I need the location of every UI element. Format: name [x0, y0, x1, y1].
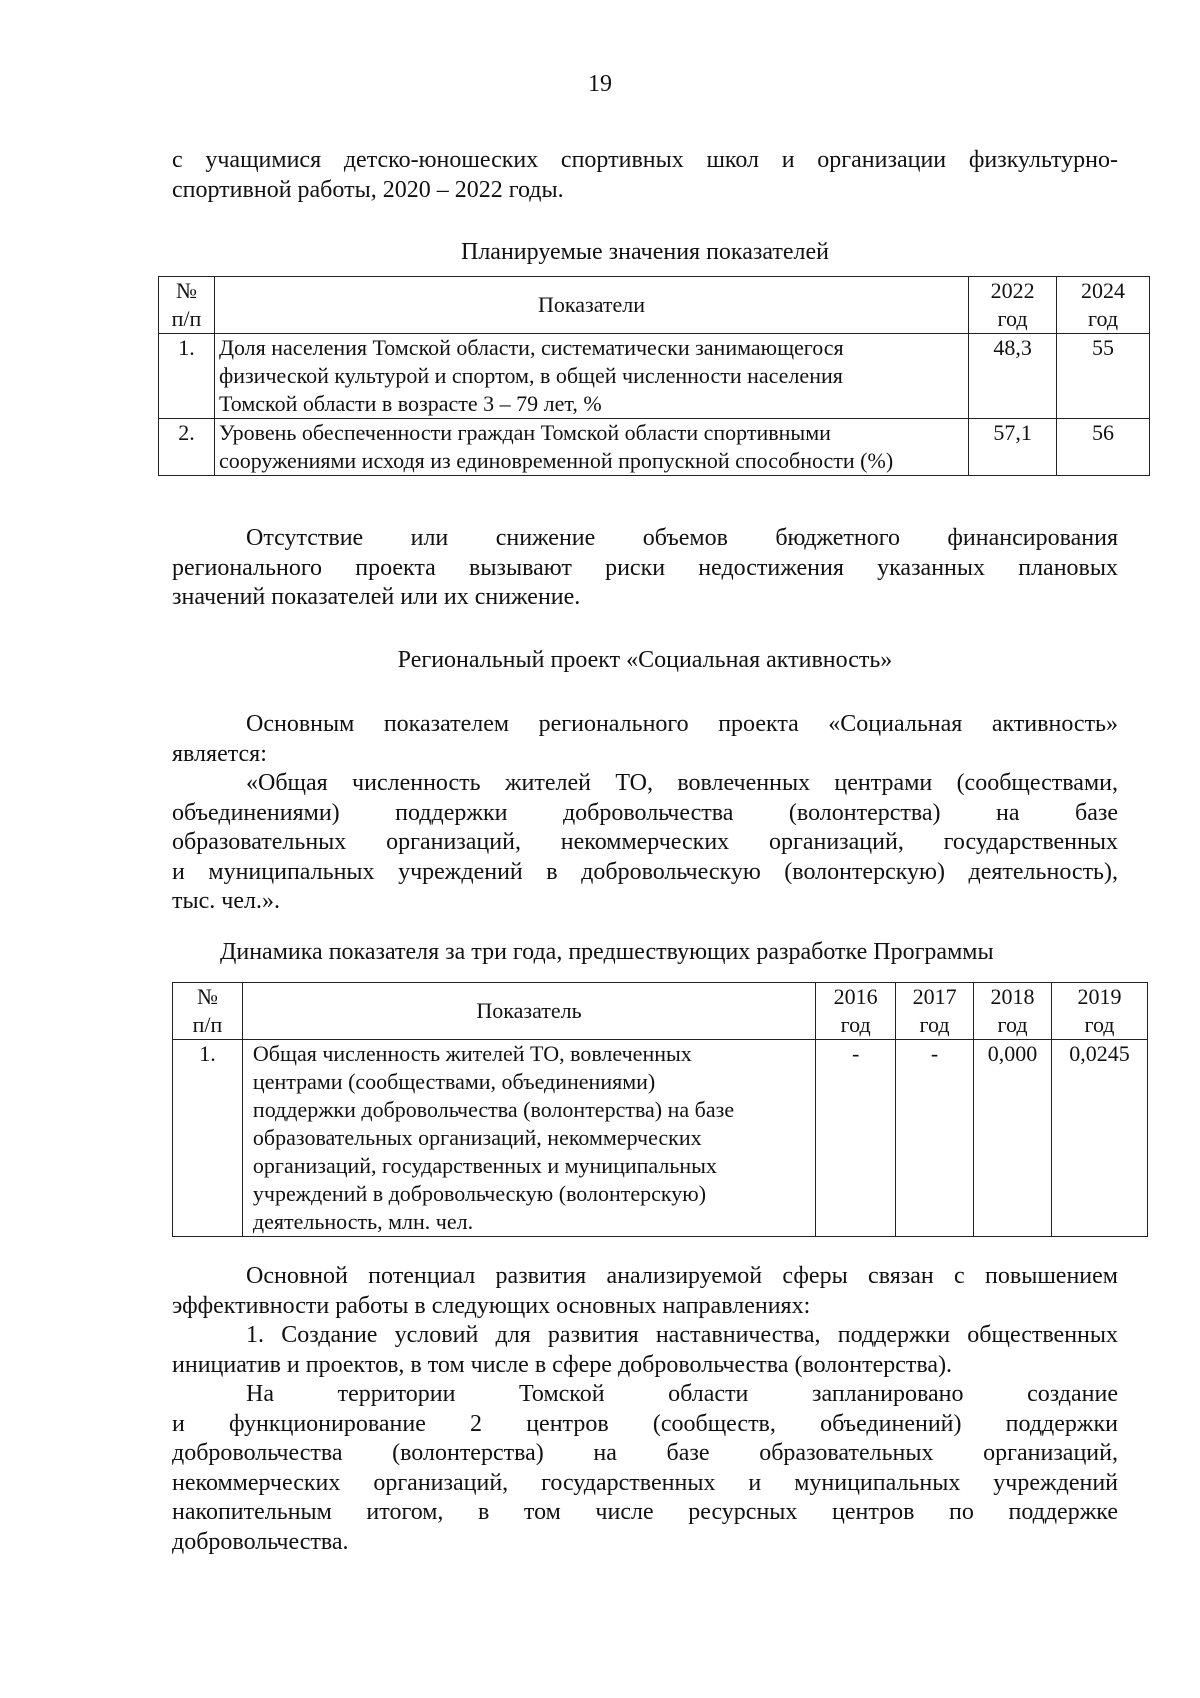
- text-line: накопительным итогом, в том числе ресурсных центров по поддержке: [172, 1499, 1118, 1525]
- row-value-2022: 48,3: [969, 334, 1057, 419]
- text-line: спортивной работы, 2020 – 2022 годы.: [172, 176, 564, 203]
- header-2024: 2024 год: [1057, 277, 1150, 334]
- row-value-2017: -: [896, 1040, 974, 1237]
- text-line: является:: [172, 740, 267, 767]
- table1-title: Планируемые значения показателей: [460, 239, 829, 265]
- text-line: Основной потенциал развития анализируемой сферы связан с повышением: [246, 1263, 1118, 1289]
- text-line: с учащимися детско-юношеских спортивных школ и организации физкультурно-: [172, 147, 1118, 173]
- table-row: [159, 334, 1150, 419]
- text-line: некоммерческих организаций, государственных и муниципальных учреждений: [172, 1469, 1118, 1496]
- row-value-2024: 56: [1057, 419, 1150, 476]
- header-num: № п/п: [159, 277, 215, 334]
- text-line: образовательных организаций, некоммерческих организаций, государственных: [172, 829, 1118, 855]
- text-line: На территории Томской области запланировано создание: [246, 1381, 1118, 1407]
- text-line: значений показателей или их снижение.: [172, 584, 581, 610]
- text-line: тыс. чел.».: [172, 888, 280, 914]
- paragraph-potential: [172, 1262, 1118, 1557]
- row-indicator: Общая численность жителей ТО, вовлеченных центрами (сообществами, объединениями) поддержки добровольчества (волонтерства) на базе образовательных организаций, некоммерческих организаций, государственных и муниципальных учреждений в добровольческую (волонтерскую) деятельность, млн. чел.: [242, 1040, 815, 1237]
- text-line: инициатив и проектов, в том числе в сфере добровольчества (волонтерства).: [172, 1351, 953, 1378]
- text-line: 1. Создание условий для развития наставничества, поддержки общественных: [246, 1322, 1118, 1348]
- text-line: эффективности работы в следующих основных направлениях:: [172, 1292, 811, 1319]
- section-heading: Региональный проект «Социальная активность»: [397, 647, 893, 673]
- header-2017: 2017 год: [896, 983, 974, 1040]
- row-num: 1.: [159, 334, 215, 419]
- text-line: Основным показателем регионального проекта «Социальная активность»: [246, 711, 1118, 737]
- row-value-2024: 55: [1057, 334, 1150, 419]
- row-num: 1.: [173, 1040, 243, 1237]
- header-2016: 2016 год: [816, 983, 896, 1040]
- paragraph-main-indicator: [172, 710, 1118, 917]
- row-indicator: Уровень обеспеченности граждан Томской области спортивными сооружениями исходя из единовременной пропускной способности (%): [214, 419, 968, 476]
- intro-text: [172, 146, 1118, 205]
- table-header-row: [159, 277, 1150, 334]
- row-value-2016: -: [816, 1040, 896, 1237]
- paragraph-risks: [172, 524, 1118, 613]
- header-2022: 2022 год: [969, 277, 1057, 334]
- header-2018: 2018 год: [974, 983, 1052, 1040]
- header-indicator: Показатель: [242, 983, 815, 1040]
- page-number: 19: [588, 71, 612, 97]
- row-num: 2.: [159, 419, 215, 476]
- text-line: и функционирование 2 центров (сообществ, объединений) поддержки: [172, 1410, 1118, 1437]
- row-value-2022: 57,1: [969, 419, 1057, 476]
- text-line: объединениями) поддержки добровольчества (волонтерства) на базе: [172, 799, 1118, 826]
- header-num: № п/п: [173, 983, 243, 1040]
- row-value-2019: 0,0245: [1052, 1040, 1148, 1237]
- planned-indicators-table: [158, 276, 1150, 476]
- text-line: Отсутствие или снижение объемов бюджетного финансирования: [246, 525, 1118, 551]
- row-value-2018: 0,000: [974, 1040, 1052, 1237]
- table-header-row: [173, 983, 1148, 1040]
- text-line: регионального проекта вызывают риски недостижения указанных плановых: [172, 554, 1118, 581]
- header-indicators: Показатели: [214, 277, 968, 334]
- table-row: [159, 419, 1150, 476]
- table-row: [173, 1040, 1148, 1237]
- indicator-dynamics-table: [172, 982, 1148, 1237]
- text-line: добровольчества (волонтерства) на базе образовательных организаций,: [172, 1440, 1118, 1466]
- text-line: добровольчества.: [172, 1528, 349, 1555]
- text-line: «Общая численность жителей ТО, вовлеченных центрами (сообществами,: [246, 770, 1118, 796]
- table2-title: Динамика показателя за три года, предшествующих разработке Программы: [220, 939, 994, 965]
- header-2019: 2019 год: [1052, 983, 1148, 1040]
- text-line: и муниципальных учреждений в добровольческую (волонтерскую) деятельность),: [172, 858, 1118, 885]
- row-indicator: Доля населения Томской области, систематически занимающегося физической культурой и спортом, в общей численности населения Томской области в возрасте 3 – 79 лет, %: [214, 334, 968, 419]
